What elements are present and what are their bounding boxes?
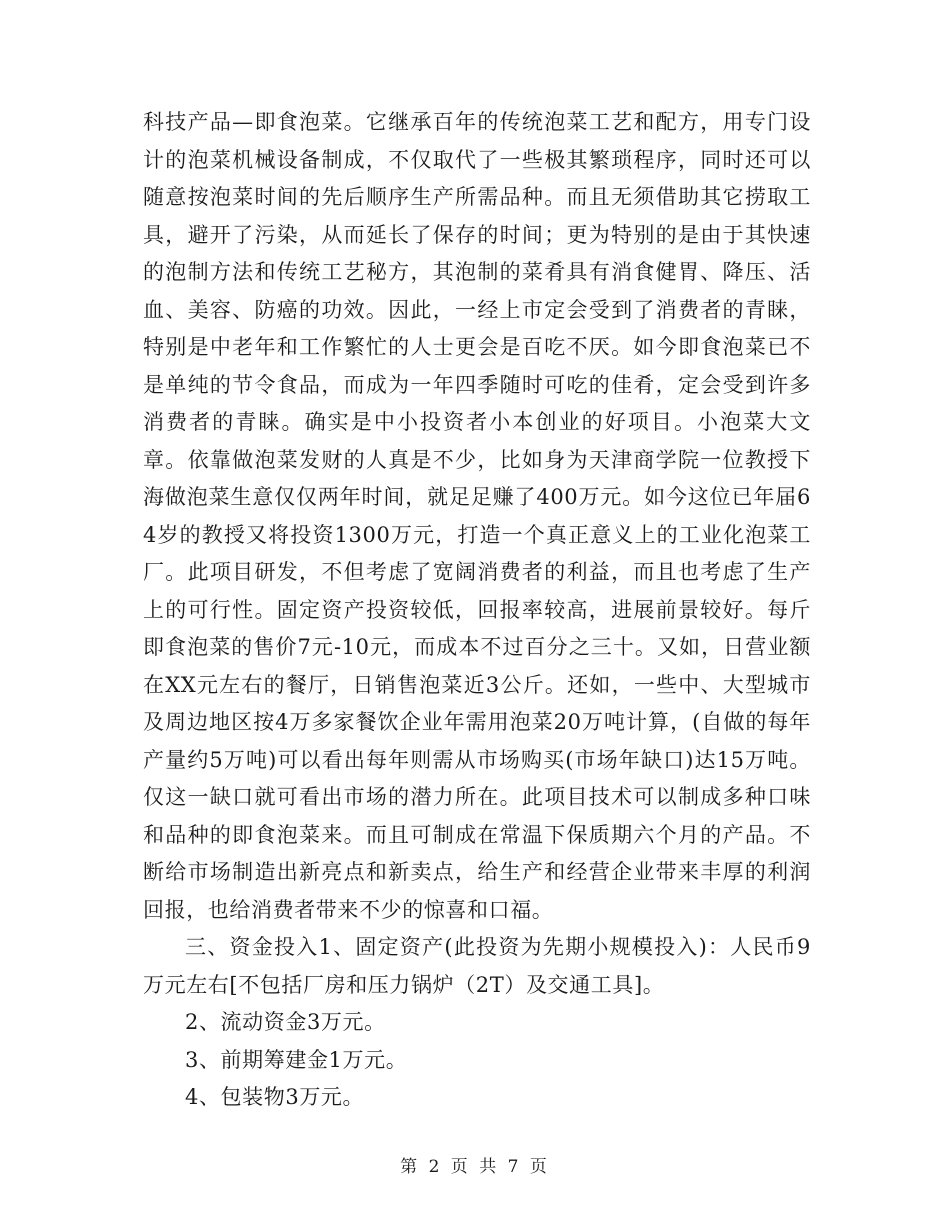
body-paragraph-funding: 三、资金投入1、固定资产(此投资为先期小规模投入)：人民币9万元左右[不包括厂房和压力锅炉（2T）及交通工具]。 [143,935,811,997]
list-item-packaging: 4、包装物3万元。 [185,1085,365,1109]
body-paragraph-main: 科技产品—即食泡菜。它继承百年的传统泡菜工艺和配方，用专门设计的泡菜机械设备制成，不仅取代了一些极其繁琐程序，同时还可以随意按泡菜时间的先后顺序生产所需品种。而且无须借助其它捞取工具，避开了污染，从而延长了保存的时间；更为特别的是由于其快速的泡制方法和传统工艺秘方，其泡制的菜肴具有消食健胃、降压、活血、美容、防癌的功效。因此，一经上市定会受到了消费者的青睐，特别是中老年和工作繁忙的人士更会是百吃不厌。如今即食泡菜已不是单纯的节令食品，而成为一年四季随时可吃的佳肴，定会受到许多消费者的青睐。确实是中小投资者小本创业的好项目。小泡菜大文章。依靠做泡菜发财的人真是不少，比如身为天津商学院一位教授下海做泡菜生意仅仅两年时间，就足足赚了400万元。如今这位已年届64岁的教授又将投资1300万元，打造一个真正意义上的工业化泡菜工厂。此项目研发，不但考虑了宽阔消费者的利益，而且也考虑了生产上的可行性。固定资产投资较低，回报率较高，进展前景较好。每斤即食泡菜的售价7元-10元，而成本不过百分之三十。又如，日营业额在XX元左右的餐厅，日销售泡菜近3公斤。还如，一些中、大型城市及周边地区按4万多家餐饮企业年需用泡菜20万吨计算，(自做的每年产量约5万吨)可以看出每年则需从市场购买(市场年缺口)达15万吨。仅这一缺口就可看出市场的潜力所在。此项目技术可以制成多种口味和品种的即食泡菜来。而且可制成在常温下保质期六个月的产品。不断给市场制造出新亮点和新卖点，给生产和经营企业带来丰厚的利润回报，也给消费者带来不少的惊喜和口福。 [143,110,811,922]
page-number-footer: 第 2 页 共 7 页 [400,1157,550,1177]
document-body [143,104,811,1117]
list-item-preparation-fund: 3、前期筹建金1万元。 [185,1047,408,1072]
list-item-working-capital: 2、流动资金3万元。 [185,1010,386,1034]
